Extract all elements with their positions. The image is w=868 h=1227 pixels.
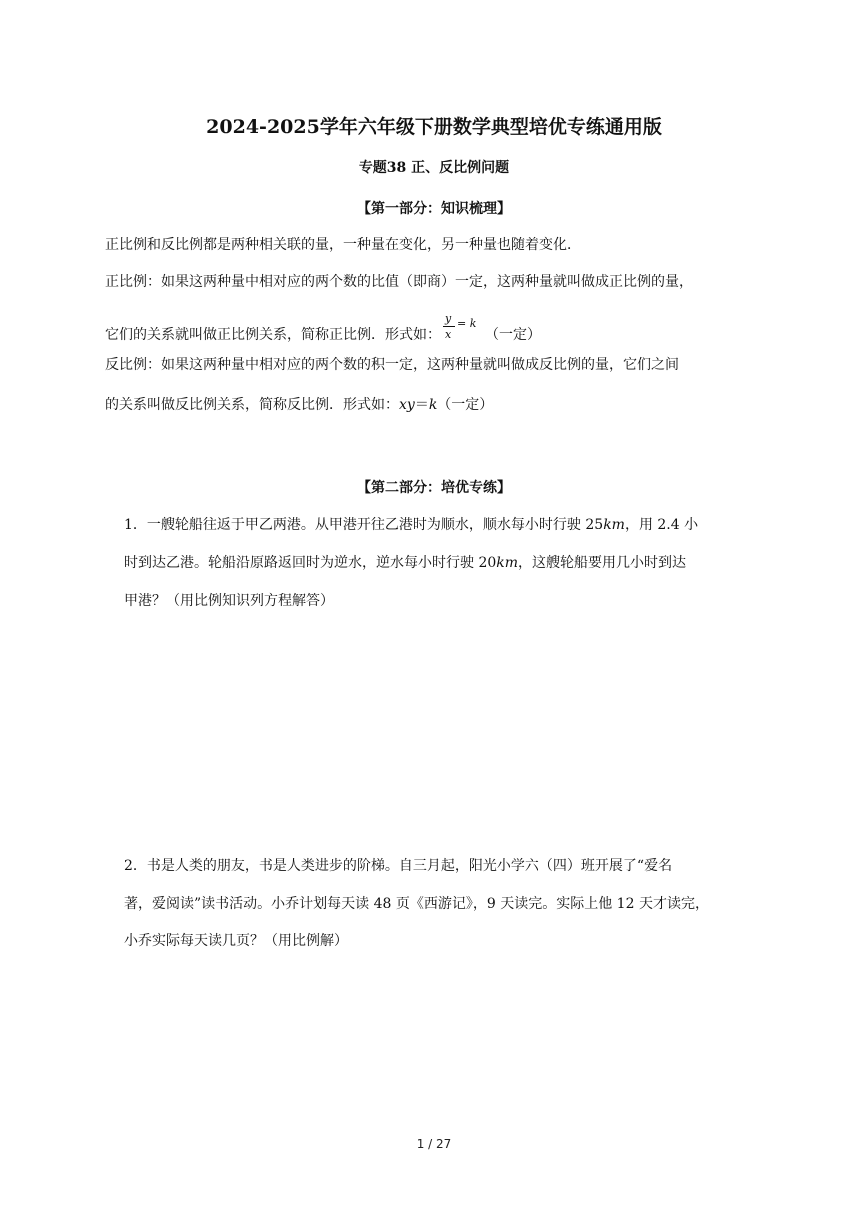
inverse-formula-equals: ＝ bbox=[414, 397, 429, 413]
question-2-line3: 小乔实际每天读几页？（用比例解） bbox=[124, 933, 348, 949]
part2-heading: 【第二部分：培优专练】 bbox=[357, 480, 511, 496]
inverse-proportion-line1: 反比例：如果这两种量中相对应的两个数的积一定，这两种量就叫做成反比例的量，它们之间 bbox=[105, 357, 679, 373]
intro-paragraph: 正比例和反比例都是两种相关联的量，一种量在变化，另一种量也随着变化． bbox=[105, 237, 581, 253]
inverse-proportion-line2 bbox=[105, 395, 775, 415]
formula-numerator: y bbox=[445, 312, 452, 325]
direct-proportion-line2 bbox=[105, 312, 775, 345]
formula-equals: = bbox=[457, 317, 467, 330]
fraction-bar bbox=[443, 326, 455, 327]
direct-proportion-formula bbox=[443, 312, 479, 345]
question-1-line1 bbox=[124, 515, 774, 535]
question-1-unit-a: km bbox=[603, 517, 625, 533]
question-2-line1 bbox=[124, 856, 774, 876]
part1-heading: 【第一部分：知识梳理】 bbox=[357, 201, 511, 217]
question-2-text-a: 书是人类的朋友，书是人类进步的阶梯。自三月起，阳光小学六（四）班开展了“爱名 bbox=[146, 858, 673, 874]
inverse-proportion-suffix: （一定） bbox=[437, 397, 494, 413]
question-1-unit-b: km bbox=[496, 555, 519, 571]
question-1-line2 bbox=[124, 553, 774, 573]
inverse-proportion-line2-text: 的关系叫做反比例关系，简称反比例．形式如： bbox=[105, 397, 399, 413]
formula-denominator: x bbox=[445, 328, 452, 341]
question-2-number: 2． bbox=[124, 858, 147, 874]
formula-constant: k bbox=[469, 317, 477, 330]
question-1-text-c: 时到达乙港。轮船沿原路返回时为逆水，逆水每小时行驶 20 bbox=[124, 555, 497, 571]
direct-proportion-line2-text: 它们的关系就叫做正比例关系，简称正比例．形式如： bbox=[105, 327, 441, 343]
question-1-line3: 甲港？（用比例知识列方程解答） bbox=[124, 593, 334, 609]
inverse-formula-constant: k bbox=[428, 397, 438, 413]
inverse-formula-lhs: xy bbox=[399, 397, 415, 413]
question-1-number: 1． bbox=[124, 517, 147, 533]
direct-proportion-line1: 正比例：如果这两种量中相对应的两个数的比值（即商）一定，这两种量就叫做成正比例的量， bbox=[105, 274, 693, 290]
page-number: 1 / 27 bbox=[416, 1137, 452, 1151]
topic-subtitle: 专题38 正、反比例问题 bbox=[358, 160, 510, 176]
question-1-text-b: ，用 2.4 小 bbox=[624, 517, 699, 533]
question-1-text-d: ，这艘轮船要用几小时到达 bbox=[518, 555, 687, 571]
direct-proportion-suffix: （一定） bbox=[485, 327, 541, 343]
question-2-line2: 著，爱阅读”读书活动。小乔计划每天读 48 页《西游记》，9 天读完。实际上他 12 天才读完， bbox=[124, 896, 709, 912]
document-title: 2024-2025学年六年级下册数学典型培优专练通用版 bbox=[206, 116, 662, 138]
question-1-text-a: 一艘轮船往返于甲乙两港。从甲港开往乙港时为顺水，顺水每小时行驶 25 bbox=[146, 517, 604, 533]
formula-right-side bbox=[457, 318, 476, 330]
